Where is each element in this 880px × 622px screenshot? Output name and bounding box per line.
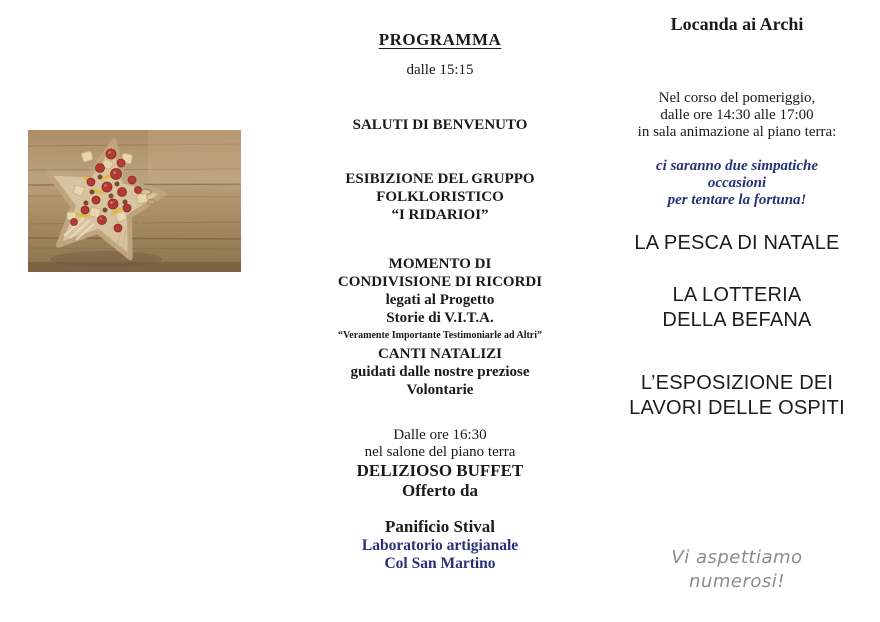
event-line: guidati dalle nostre preziose <box>350 364 530 380</box>
attraction-lotteria <box>622 283 852 333</box>
event-folk-group <box>300 170 580 224</box>
sponsor-line: Col San Martino <box>384 555 496 572</box>
attraction-line: LAVORI DELLE OSPITI <box>629 397 845 419</box>
venue-intro <box>622 90 852 141</box>
program-column <box>300 0 580 622</box>
program-title: PROGRAMMA <box>378 30 502 49</box>
event-line: ESIBIZIONE DEL GRUPPO <box>345 171 535 187</box>
buffet-offered-by: Offerto da <box>401 481 478 500</box>
venue-title: Locanda ai Archi <box>670 14 804 34</box>
event-line: Storie di V.I.T.A. <box>386 310 494 326</box>
star-photo-graphic <box>28 130 241 272</box>
event-line: MOMENTO DI <box>388 256 492 272</box>
buffet-title: DELIZIOSO BUFFET <box>356 461 524 480</box>
intro-line: dalle ore 14:30 alle 17:00 <box>660 107 814 123</box>
buffet-place: nel salone del piano terra <box>364 444 516 460</box>
event-line: CANTI NATALIZI <box>377 346 503 362</box>
sponsor-name: Panificio Stival <box>384 517 496 536</box>
attraction-line: DELLA BEFANA <box>662 309 812 331</box>
attraction-line: LA LOTTERIA <box>672 284 802 306</box>
event-carols <box>300 345 580 399</box>
buffet-time: Dalle ore 16:30 <box>393 427 487 443</box>
event-welcome: SALUTI DI BENVENUTO <box>352 117 528 133</box>
event-memories <box>300 255 580 342</box>
venue-column <box>622 0 852 622</box>
vita-acronym-note: “Veramente Importante Testimoniarle ad Altri” <box>337 330 543 341</box>
christmas-star-photo <box>28 130 241 272</box>
sponsor-section <box>300 516 580 573</box>
attraction-pesca: LA PESCA DI NATALE <box>634 232 840 254</box>
intro-line: Nel corso del pomeriggio, <box>658 90 816 106</box>
intro-line: in sala animazione al piano terra: <box>637 124 837 140</box>
event-line: CONDIVISIONE DI RICORDI <box>337 274 543 290</box>
venue-highlight <box>622 158 852 209</box>
attraction-esposizione <box>622 371 852 421</box>
attraction-line: L’ESPOSIZIONE DEI <box>640 372 834 394</box>
highlight-line: occasioni <box>707 175 767 191</box>
event-line: FOLKLORISTICO <box>376 189 504 205</box>
event-line: Volontarie <box>406 382 474 398</box>
closing-message: Vi aspettiamo numerosi! <box>671 547 803 592</box>
event-line: legati al Progetto <box>385 292 495 308</box>
highlight-line: ci saranno due simpatiche <box>655 158 819 174</box>
program-start-time: dalle 15:15 <box>406 62 474 78</box>
buffet-section <box>300 427 580 501</box>
sponsor-line: Laboratorio artigianale <box>361 537 519 554</box>
highlight-line: per tentare la fortuna! <box>667 192 807 208</box>
event-line: “I RIDARIOI” <box>391 207 489 223</box>
